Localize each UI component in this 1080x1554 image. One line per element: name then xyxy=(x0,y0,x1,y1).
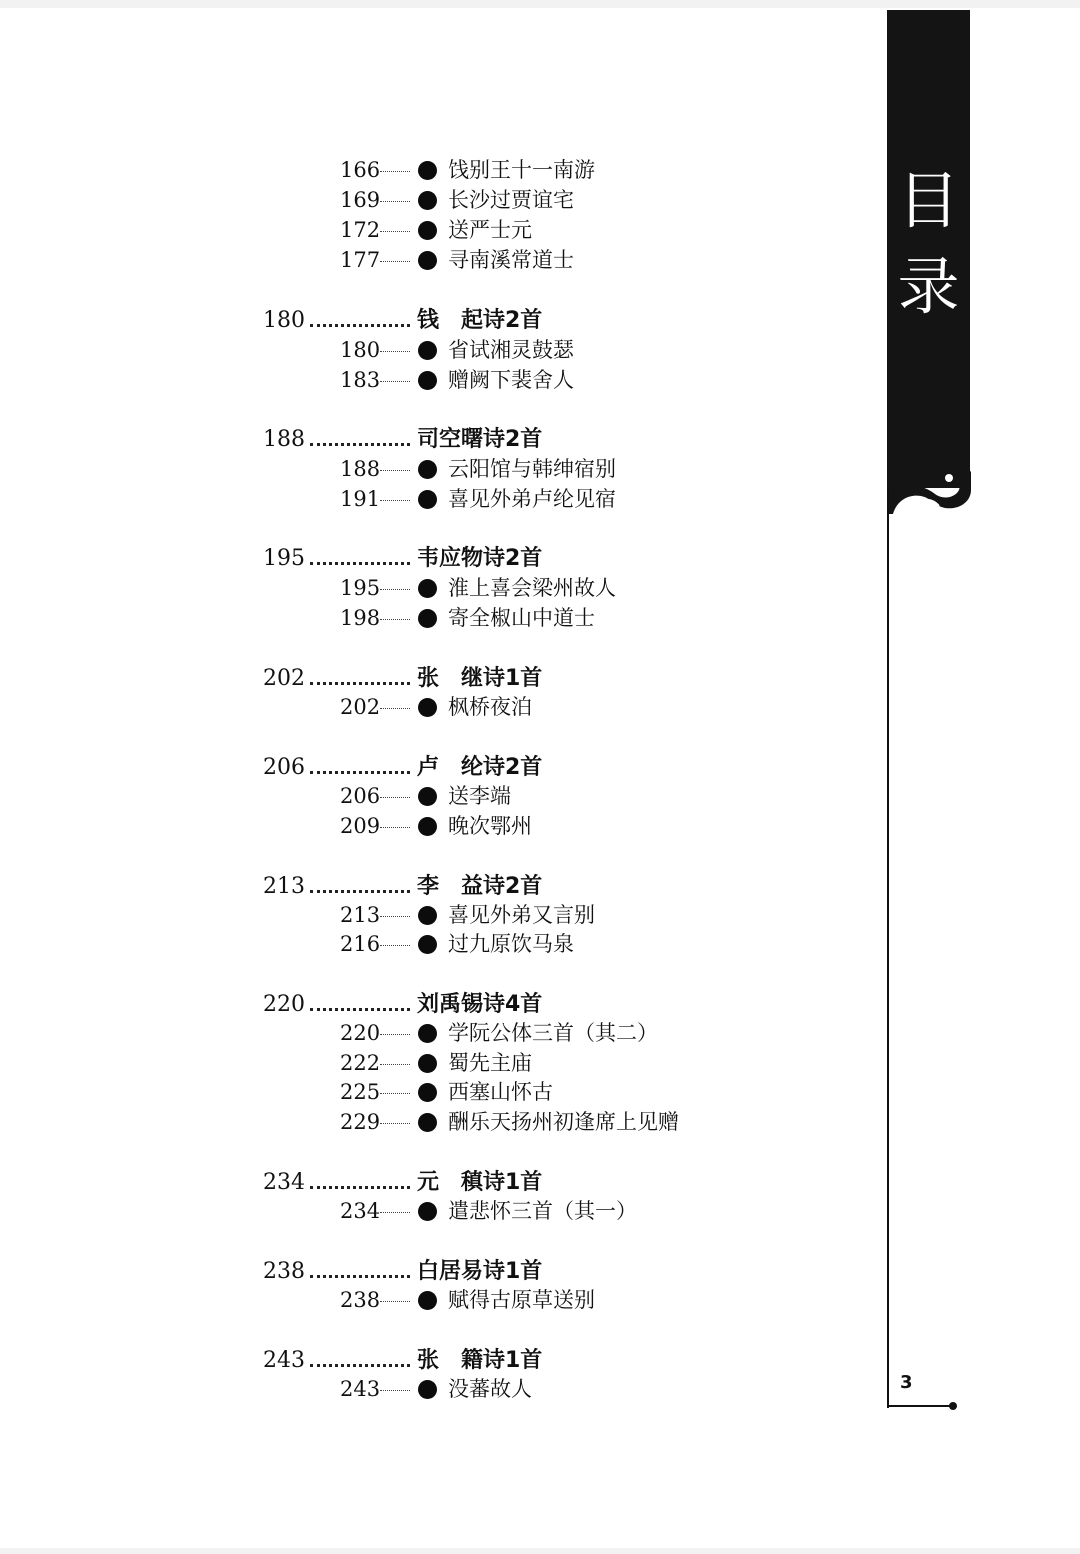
section-title: 司空曙诗2首 xyxy=(417,427,543,452)
poem-title: 淮上喜会梁州故人 xyxy=(448,576,616,600)
poem-title: 送严士元 xyxy=(448,218,532,242)
poem-title: 蜀先主庙 xyxy=(448,1051,532,1075)
banner-char-1: 目 xyxy=(897,164,960,237)
dot-leader xyxy=(380,1123,410,1124)
dot-leader xyxy=(380,1064,410,1065)
dot-leader xyxy=(380,945,410,946)
dot-leader xyxy=(380,500,410,501)
section-title: 卢 纶诗2首 xyxy=(417,755,543,780)
banner-char-2: 录 xyxy=(897,250,960,323)
section-page-number: 180 xyxy=(263,308,305,333)
bullet-icon xyxy=(418,1291,437,1310)
bullet-icon xyxy=(418,1083,437,1102)
bullet-icon xyxy=(418,191,437,210)
poem-title: 喜见外弟又言别 xyxy=(448,903,595,927)
dot-leader xyxy=(380,1034,410,1035)
dot-leader xyxy=(310,771,410,774)
poem-title: 赋得古原草送别 xyxy=(448,1288,595,1312)
dot-leader xyxy=(380,797,410,798)
bullet-icon xyxy=(418,490,437,509)
bullet-icon xyxy=(418,579,437,598)
poem-page-number: 229 xyxy=(340,1110,381,1134)
dot-leader xyxy=(380,827,410,828)
bullet-icon xyxy=(418,251,437,270)
section-page-number: 234 xyxy=(263,1170,305,1195)
poem-page-number: 209 xyxy=(340,814,381,838)
toc-banner xyxy=(887,10,970,488)
bullet-icon xyxy=(418,221,437,240)
dot-leader xyxy=(310,1275,410,1278)
bullet-icon xyxy=(418,906,437,925)
dot-leader xyxy=(310,562,410,565)
bullet-icon xyxy=(418,698,437,717)
dot-leader xyxy=(310,1008,410,1011)
dot-leader xyxy=(310,324,410,327)
section-title: 钱 起诗2首 xyxy=(417,308,543,333)
poem-title: 酬乐天扬州初逢席上见赠 xyxy=(448,1110,679,1134)
poem-page-number: 166 xyxy=(340,158,381,182)
bullet-icon xyxy=(418,1380,437,1399)
poem-title: 省试湘灵鼓瑟 xyxy=(448,338,574,362)
section-page-number: 206 xyxy=(263,755,305,780)
poem-title: 送李端 xyxy=(448,784,511,808)
section-title: 白居易诗1首 xyxy=(417,1259,543,1284)
section-page-number: 213 xyxy=(263,874,305,899)
section-title: 张 继诗1首 xyxy=(417,666,543,691)
poem-page-number: 243 xyxy=(340,1377,381,1401)
bullet-icon xyxy=(418,1054,437,1073)
dot-leader xyxy=(380,1301,410,1302)
poem-page-number: 172 xyxy=(340,218,381,242)
poem-title: 赠阙下裴舍人 xyxy=(448,368,574,392)
dot-leader xyxy=(310,1186,410,1189)
poem-title: 学阮公体三首（其二） xyxy=(448,1021,658,1045)
dot-leader xyxy=(380,201,410,202)
section-page-number: 188 xyxy=(263,427,305,452)
poem-page-number: 183 xyxy=(340,368,381,392)
dot-leader xyxy=(380,619,410,620)
bullet-icon xyxy=(418,817,437,836)
section-title: 刘禹锡诗4首 xyxy=(417,992,543,1017)
poem-page-number: 234 xyxy=(340,1199,381,1223)
side-rule xyxy=(887,488,889,1408)
dot-leader xyxy=(310,682,410,685)
poem-title: 寄全椒山中道士 xyxy=(448,606,595,630)
dot-leader xyxy=(380,1212,410,1213)
poem-page-number: 198 xyxy=(340,606,381,630)
poem-title: 遣悲怀三首（其一） xyxy=(448,1199,637,1223)
dot-leader xyxy=(310,890,410,893)
dot-leader xyxy=(310,443,410,446)
poem-page-number: 238 xyxy=(340,1288,381,1312)
poem-page-number: 220 xyxy=(340,1021,381,1045)
poem-page-number: 213 xyxy=(340,903,381,927)
poem-page-number: 191 xyxy=(340,487,381,511)
poem-title: 长沙过贾谊宅 xyxy=(448,188,574,212)
poem-page-number: 177 xyxy=(340,248,381,272)
poem-title: 枫桥夜泊 xyxy=(448,695,532,719)
bullet-icon xyxy=(418,787,437,806)
dot-leader xyxy=(380,916,410,917)
poem-title: 喜见外弟卢纶见宿 xyxy=(448,487,616,511)
bullet-icon xyxy=(418,935,437,954)
section-page-number: 195 xyxy=(263,546,305,571)
poem-title: 西塞山怀古 xyxy=(448,1080,553,1104)
banner-title xyxy=(887,158,970,330)
bullet-icon xyxy=(418,1202,437,1221)
poem-title: 寻南溪常道士 xyxy=(448,248,574,272)
bullet-icon xyxy=(418,161,437,180)
section-title: 李 益诗2首 xyxy=(417,874,543,899)
section-page-number: 220 xyxy=(263,992,305,1017)
poem-page-number: 195 xyxy=(340,576,381,600)
rule-end-dot xyxy=(949,1402,957,1410)
dot-leader xyxy=(380,261,410,262)
page-number: 3 xyxy=(900,1372,913,1393)
poem-title: 云阳馆与韩绅宿别 xyxy=(448,457,616,481)
section-page-number: 202 xyxy=(263,666,305,691)
poem-page-number: 202 xyxy=(340,695,381,719)
poem-title: 晚次鄂州 xyxy=(448,814,532,838)
poem-page-number: 206 xyxy=(340,784,381,808)
poem-title: 没蕃故人 xyxy=(448,1377,532,1401)
poem-title: 饯别王十一南游 xyxy=(448,158,595,182)
poem-page-number: 180 xyxy=(340,338,381,362)
poem-page-number: 169 xyxy=(340,188,381,212)
dot-leader xyxy=(380,589,410,590)
bullet-icon xyxy=(418,1024,437,1043)
poem-page-number: 216 xyxy=(340,932,381,956)
bullet-icon xyxy=(418,609,437,628)
bullet-icon xyxy=(418,1113,437,1132)
section-title: 韦应物诗2首 xyxy=(417,546,543,571)
dot-leader xyxy=(310,1364,410,1367)
bottom-rule xyxy=(887,1405,953,1407)
dot-leader xyxy=(380,1093,410,1094)
poem-page-number: 225 xyxy=(340,1080,381,1104)
bullet-icon xyxy=(418,341,437,360)
poem-page-number: 188 xyxy=(340,457,381,481)
dot-leader xyxy=(380,470,410,471)
dot-leader xyxy=(380,351,410,352)
poem-title: 过九原饮马泉 xyxy=(448,932,574,956)
bullet-icon xyxy=(418,371,437,390)
dot-leader xyxy=(380,708,410,709)
dot-leader xyxy=(380,1390,410,1391)
section-page-number: 238 xyxy=(263,1259,305,1284)
dot-leader xyxy=(380,231,410,232)
bullet-icon xyxy=(418,460,437,479)
poem-page-number: 222 xyxy=(340,1051,381,1075)
section-title: 元 稹诗1首 xyxy=(417,1170,543,1195)
dot-leader xyxy=(380,171,410,172)
section-title: 张 籍诗1首 xyxy=(417,1348,543,1373)
section-page-number: 243 xyxy=(263,1348,305,1373)
dot-leader xyxy=(380,381,410,382)
cloud-scroll-icon xyxy=(887,460,971,520)
